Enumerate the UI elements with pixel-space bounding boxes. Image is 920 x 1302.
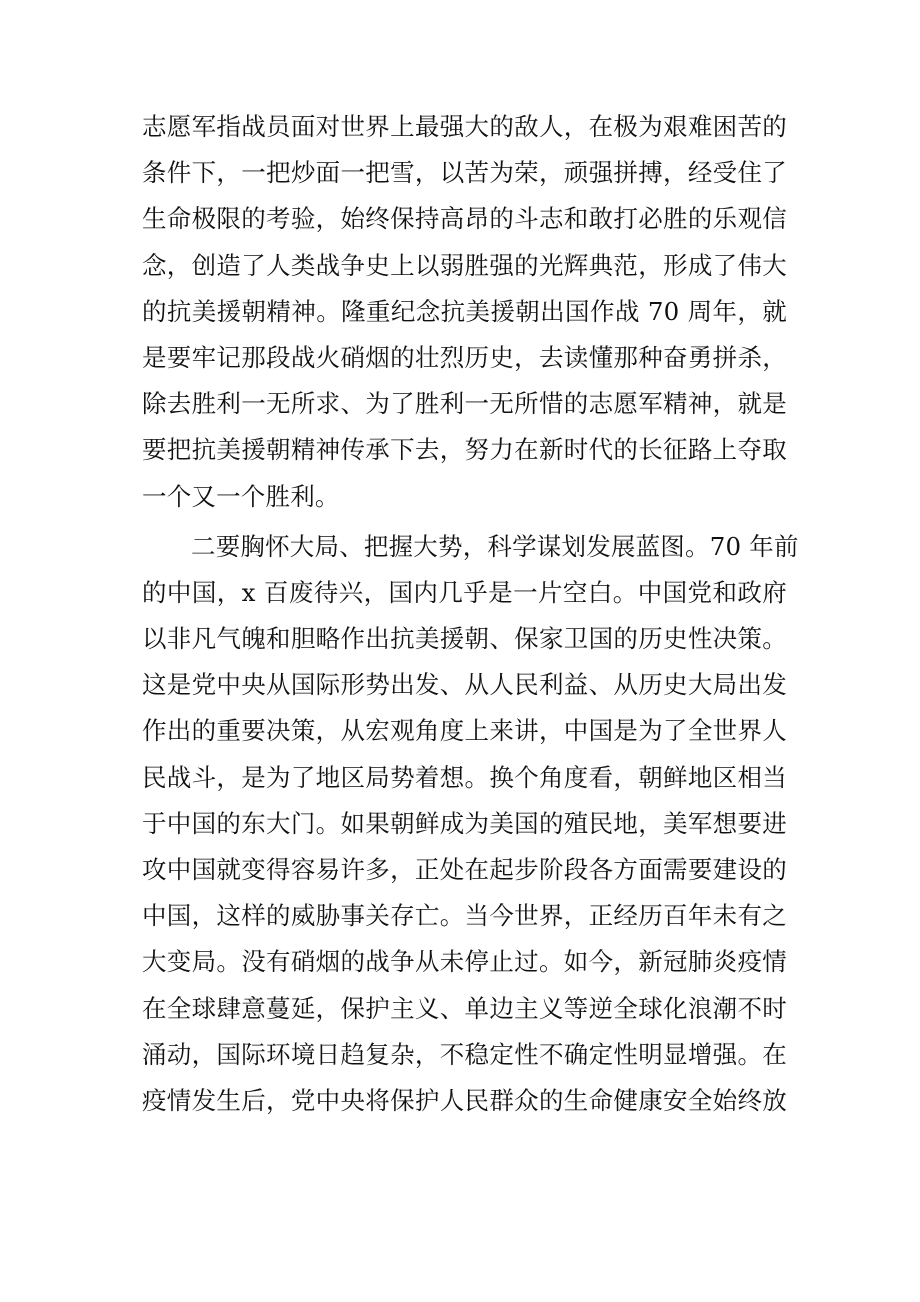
text-line: 以非凡气魄和胆略作出抗美援朝、保家卫国的历史性决策。: [142, 624, 787, 654]
text-line: 中国，这样的威胁事关存亡。当今世界，正经历百年未有之: [142, 901, 787, 931]
paragraph-1: [142, 104, 787, 520]
text-line: 是要牢记那段战火硝烟的壮烈历史，去读懂那种奋勇拼杀，: [142, 342, 787, 372]
text-line: 的抗美援朝精神。隆重纪念抗美援朝出国作战 70 周年，就: [142, 296, 787, 326]
text-line: 二要胸怀大局、把握大势，科学谋划发展蓝图。70 年前: [191, 531, 799, 561]
text-line: 疫情发生后，党中央将保护人民群众的生命健康安全始终放: [142, 1085, 787, 1115]
document-body: [142, 104, 799, 1124]
text-line: 要把抗美援朝精神传承下去，努力在新时代的长征路上夺取: [142, 435, 787, 465]
text-line: 条件下，一把炒面一把雪，以苦为荣，顽强拼搏，经受住了: [142, 158, 787, 188]
text-line: 的中国，x 百废待兴，国内几乎是一片空白。中国党和政府: [142, 577, 787, 607]
text-line: 于中国的东大门。如果朝鲜成为美国的殖民地，美军想要进: [142, 808, 787, 838]
text-line: 涌动，国际环境日趋复杂，不稳定性不确定性明显增强。在: [142, 1039, 787, 1069]
text-line: 一个又一个胜利。: [142, 481, 340, 511]
text-line: 在全球肆意蔓延，保护主义、单边主义等逆全球化浪潮不时: [142, 993, 787, 1023]
paragraph-2: [142, 524, 799, 1124]
text-line: 念，创造了人类战争史上以弱胜强的光辉典范，形成了伟大: [142, 250, 787, 280]
text-line: 大变局。没有硝烟的战争从未停止过。如今，新冠肺炎疫情: [142, 947, 787, 977]
text-line: 攻中国就变得容易许多，正处在起步阶段各方面需要建设的: [142, 855, 787, 884]
text-line: 除去胜利一无所求、为了胜利一无所惜的志愿军精神，就是: [142, 389, 787, 419]
text-line: 生命极限的考验，始终保持高昂的斗志和敢打必胜的乐观信: [142, 204, 787, 234]
text-line: 这是党中央从国际形势出发、从人民利益、从历史大局出发: [142, 670, 787, 700]
text-line: 民战斗，是为了地区局势着想。换个角度看，朝鲜地区相当: [142, 762, 787, 792]
text-line: 志愿军指战员面对世界上最强大的敌人，在极为艰难困苦的: [142, 112, 787, 141]
text-line: 作出的重要决策，从宏观角度上来讲，中国是为了全世界人: [142, 716, 787, 746]
